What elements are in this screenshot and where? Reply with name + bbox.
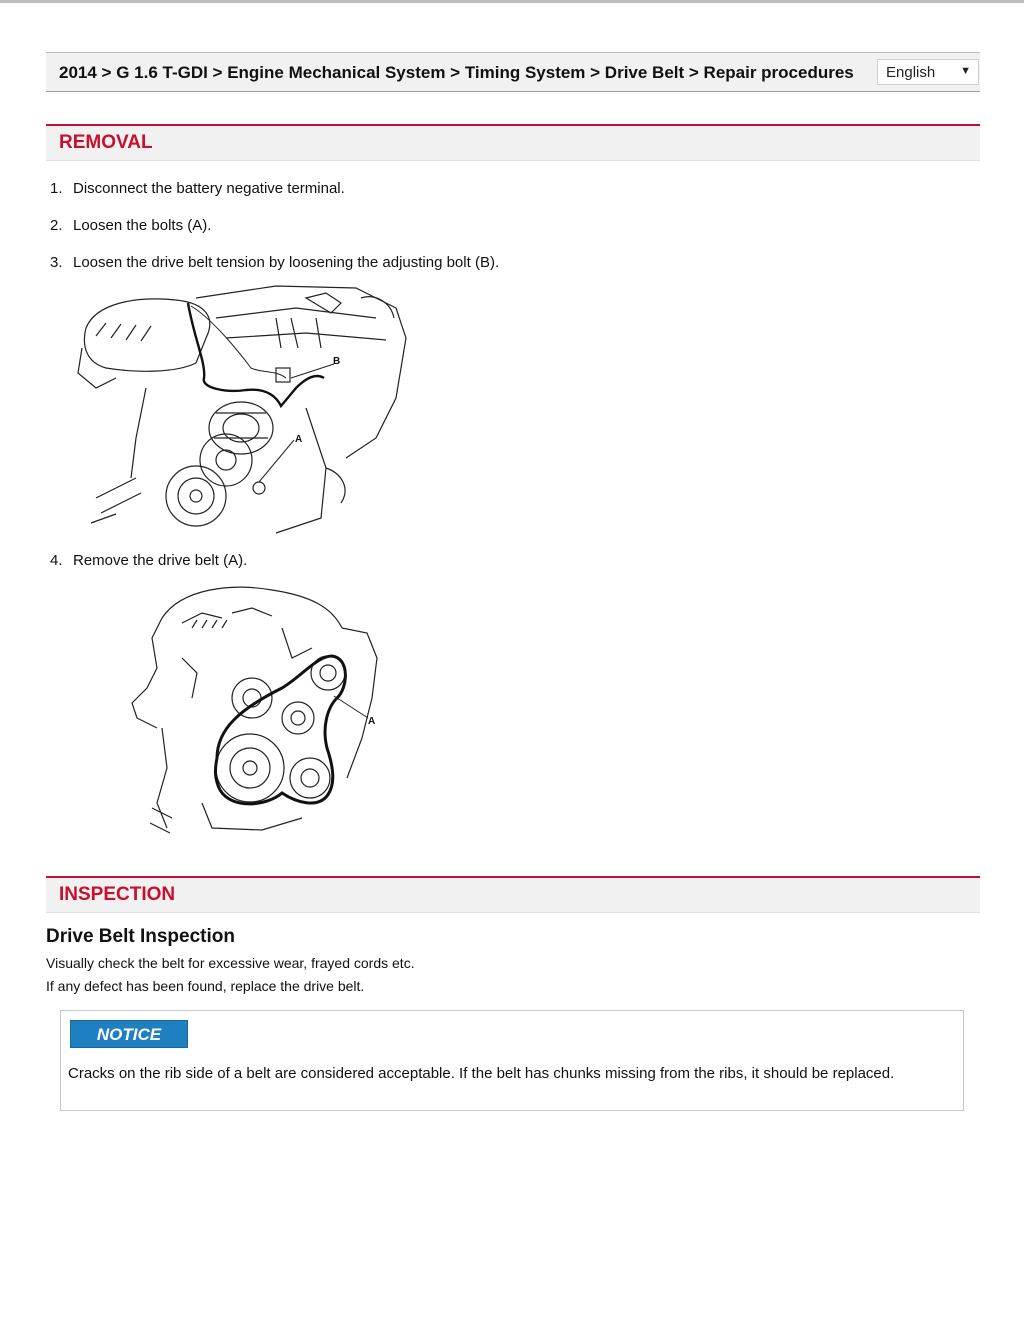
step-2 xyxy=(50,217,211,234)
notice-badge: NOTICE xyxy=(70,1020,188,1048)
step-3 xyxy=(50,254,499,271)
drive-belt-inspection-title: Drive Belt Inspection xyxy=(46,926,235,947)
step-number: 3. xyxy=(50,254,63,271)
step-text: Loosen the bolts (A). xyxy=(73,217,212,234)
chevron-down-icon: ▼ xyxy=(960,65,971,77)
inspection-title: INSPECTION xyxy=(59,884,176,905)
breadcrumb[interactable]: 2014 > G 1.6 T-GDI > Engine Mechanical System > Timing System > Drive Belt > Repair procedures xyxy=(59,63,854,82)
removal-section-header xyxy=(46,124,980,161)
step-text: Loosen the drive belt tension by loosening the adjusting bolt (B). xyxy=(73,254,500,271)
notice-box xyxy=(60,1010,964,1111)
step-text: Disconnect the battery negative terminal. xyxy=(73,180,345,197)
step-text: Remove the drive belt (A). xyxy=(73,552,248,569)
figure2-label-a: A xyxy=(368,716,376,727)
step-1 xyxy=(50,180,345,197)
step-number: 1. xyxy=(50,180,63,197)
language-select-value: English xyxy=(886,64,936,81)
figure1-label-a: A xyxy=(295,434,303,445)
inspection-section-header xyxy=(46,876,980,913)
step-number: 4. xyxy=(50,552,63,569)
breadcrumb-bar xyxy=(46,52,980,92)
engine-figure-bolts xyxy=(76,278,412,536)
step-number: 2. xyxy=(50,217,63,234)
step-4 xyxy=(50,552,247,569)
engine-figure-drive-belt xyxy=(122,578,384,836)
inspection-line-1: Visually check the belt for excessive wear, frayed cords etc. xyxy=(46,955,415,971)
notice-text: Cracks on the rib side of a belt are considered acceptable. If the belt has chunks missing from the ribs, it should be replaced. xyxy=(68,1065,895,1082)
top-border xyxy=(0,0,1024,3)
removal-title: REMOVAL xyxy=(59,132,153,153)
inspection-line-2: If any defect has been found, replace the drive belt. xyxy=(46,978,365,994)
figure1-label-b: B xyxy=(333,356,341,367)
language-select[interactable] xyxy=(877,59,979,85)
